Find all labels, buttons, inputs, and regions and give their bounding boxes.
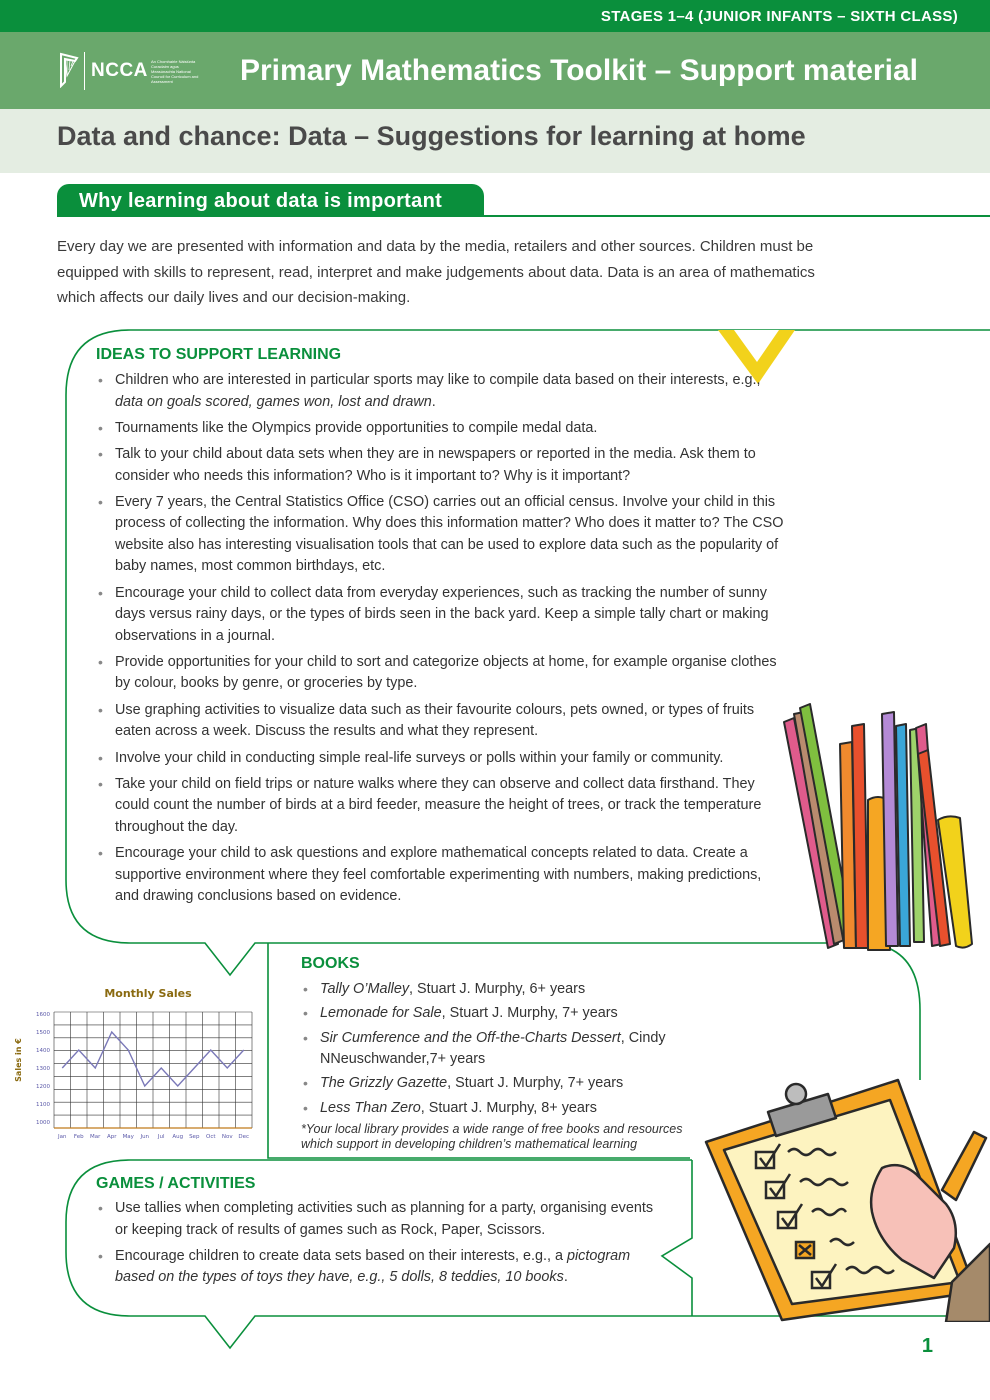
monthly-sales-chart (8, 982, 260, 1144)
ideas-list (96, 370, 786, 908)
x-tick-label: Mar (90, 1134, 101, 1140)
list-item: • Lemonade for Sale, Stuart J. Murphy, 7+ years (301, 1003, 701, 1025)
y-tick-label: 1200 (36, 1084, 50, 1090)
x-tick-label: Jan (58, 1134, 67, 1140)
x-tick-label: May (122, 1134, 134, 1140)
books-list (301, 979, 701, 1119)
list-item: • The Grizzly Gazette, Stuart J. Murphy, 7+ years (301, 1073, 701, 1095)
list-item: • Use graphing activities to visualize data such as their favourite colours, pets owned, or types of fruits eaten across a week. Discuss the results and what they represent. (96, 700, 786, 743)
list-item: • Tally O’Malley, Stuart J. Murphy, 6+ years (301, 979, 701, 1001)
ideas-heading: IDEAS TO SUPPORT LEARNING (96, 346, 342, 363)
x-tick-label: Jun (140, 1134, 150, 1140)
list-item: • Every 7 years, the Central Statistics Office (CSO) carries out an official census. Involve your child in this process of collecting the information. Why does this information matter? Who does it matter to? The CSO website also has interesting visualisation tools that can be used to explore data such as the popularity of baby names, most common birthdays, etc. (96, 492, 786, 578)
why-paragraph: Every day we are presented with information and data by the media, retailers and other sources. Children must be equipped with skills to represent, read, interpret and make judgements about data. Data is an area of mathematics which affects our daily lives and our decision-making. (57, 238, 815, 306)
why-heading: Why learning about data is important (79, 190, 443, 212)
y-tick-label: 1500 (36, 1030, 50, 1036)
list-item: • Encourage your child to collect data from everyday experiences, such as tracking the number of sunny days versus rainy days, or the types of birds seen in the back yard. Keep a simple tally chart or making observations in a journal. (96, 583, 786, 648)
list-item: • Children who are interested in particular sports may like to compile data based on their interests, e.g., data on goals scored, games won, lost and drawn. (96, 370, 786, 413)
ideas-section (96, 346, 786, 912)
y-tick-label: 1600 (36, 1012, 50, 1018)
clipboard-illustration (702, 1072, 990, 1322)
x-tick-label: Oct (205, 1134, 216, 1140)
page-title: Primary Mathematics Toolkit – Support material (240, 54, 918, 87)
list-item: • Involve your child in conducting simple real-life surveys or polls within your family or community. (96, 748, 786, 770)
list-item: • Provide opportunities for your child to sort and categorize objects at home, for example organise clothes by colour, books by genre, or groceries by type. (96, 652, 786, 695)
chart-grid (54, 1012, 252, 1128)
books-illustration (778, 700, 983, 955)
chart-y-ticks (36, 1012, 50, 1126)
books-section (301, 955, 701, 1152)
books-heading: BOOKS (301, 955, 360, 972)
list-item: • Take your child on field trips or nature walks where they can observe and collect data firsthand. They could count the number of birds at a bird feeder, measure the height of trees, or track the temperature throughout the day. (96, 774, 786, 839)
games-list (96, 1198, 666, 1289)
list-item: • Tournaments like the Olympics provide opportunities to compile medal data. (96, 418, 786, 440)
x-tick-label: Aug (172, 1134, 184, 1140)
y-tick-label: 1400 (36, 1048, 50, 1054)
x-tick-label: Nov (221, 1134, 233, 1140)
chart-y-label: Sales in € (14, 1038, 23, 1082)
games-section (96, 1175, 666, 1294)
x-tick-label: Feb (73, 1134, 84, 1140)
list-item: • Use tallies when completing activities such as planning for a party, organising events or keeping track of results of games such as Rock, Paper, Scissors. (96, 1198, 666, 1241)
x-tick-label: Sep (189, 1134, 200, 1140)
y-tick-label: 1100 (36, 1102, 50, 1108)
library-note: *Your local library provides a wide range of free books and resources which support in developing children’s mathematical learning (301, 1121, 683, 1151)
logo-small-text: An Chomhairle Náisiúnta Curaclaim agus Measúnachta National Council for Curriculum and Assessment (151, 59, 199, 84)
list-item: • Sir Cumference and the Off-the-Charts Dessert, Cindy NNeuschwander,7+ years (301, 1028, 701, 1071)
games-heading: GAMES / ACTIVITIES (96, 1175, 256, 1192)
page-number: 1 (921, 1335, 933, 1357)
chart-title: Monthly Sales (104, 987, 192, 1000)
y-tick-label: 1000 (36, 1120, 50, 1126)
list-item: • Encourage your child to ask questions and explore mathematical concepts related to data. Create a supportive environment where they feel comfortable experimenting with numbers, making predictions, and drawing conclusions based on evidence. (96, 843, 786, 908)
x-tick-label: Apr (106, 1134, 117, 1140)
list-item: • Encourage children to create data sets based on their interests, e.g., a pictogram based on the types of toys they have, e.g., 5 dolls, 8 teddies, 10 books. (96, 1246, 666, 1289)
x-tick-label: Dec (238, 1134, 250, 1140)
logo-text: NCCA (91, 60, 148, 81)
x-tick-label: Jul (157, 1134, 165, 1140)
list-item: • Less Than Zero, Stuart J. Murphy, 8+ years (301, 1098, 701, 1120)
stages-label: STAGES 1–4 (JUNIOR INFANTS – SIXTH CLASS) (600, 8, 958, 25)
list-item: • Talk to your child about data sets when they are in newspapers or reported in the media. Ask them to consider who needs this information? Who is it important to? Why is it important? (96, 444, 786, 487)
y-tick-label: 1300 (36, 1066, 50, 1072)
page-subtitle: Data and chance: Data – Suggestions for learning at home (57, 121, 806, 151)
chart-x-ticks (57, 1134, 249, 1140)
